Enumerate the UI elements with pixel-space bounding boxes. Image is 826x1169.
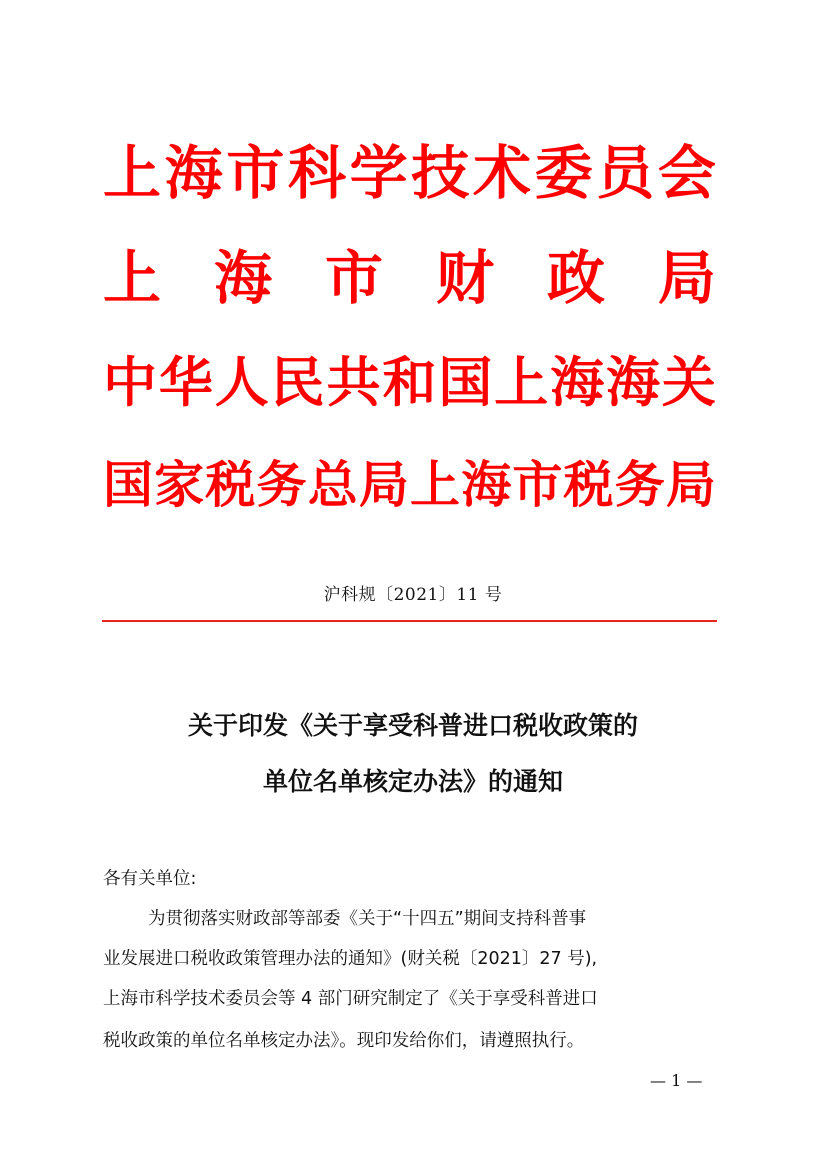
issuer-char: 市 xyxy=(512,455,563,514)
issuer-char: 海 xyxy=(164,139,223,207)
issuer-line-3 xyxy=(103,343,716,421)
body-line-4: 税收政策的单位名单核定办法》。现印发给你们，请遵照执行。 xyxy=(103,1031,585,1051)
issuer-char: 局 xyxy=(665,455,716,514)
issuer-line-4 xyxy=(103,446,716,524)
issuer-char: 海 xyxy=(550,350,605,414)
body-line-2: 业发展进口税收政策管理办法的通知》(财关税〔2021〕27 号), xyxy=(103,949,598,969)
issuer-char: 家 xyxy=(154,455,205,514)
issuer-char: 国 xyxy=(438,350,493,414)
issuer-char: 市 xyxy=(226,139,285,207)
issuer-char: 技 xyxy=(411,139,470,207)
body-line-3: 上海市科学技术委员会等 4 部门研究制定了《关于享受科普进口 xyxy=(103,989,598,1009)
issuer-char: 税 xyxy=(563,455,614,514)
issuer-char: 学 xyxy=(349,139,408,207)
issuer-char: 局 xyxy=(358,455,409,514)
issuer-char: 财 xyxy=(435,244,494,312)
issuer-char: 政 xyxy=(546,244,605,312)
red-divider xyxy=(102,620,717,622)
page-number: — 1 — xyxy=(650,1071,703,1090)
issuer-char: 务 xyxy=(256,455,307,514)
issuer-char: 上 xyxy=(410,455,461,514)
issuer-char: 中 xyxy=(103,350,157,414)
issuer-char: 会 xyxy=(657,139,716,207)
document-title-line-2: 单位名单核定办法》的通知 xyxy=(262,767,563,796)
issuer-char: 海 xyxy=(213,244,272,312)
issuer-char: 华 xyxy=(158,350,213,414)
salutation: 各有关单位: xyxy=(103,869,197,889)
issuer-char: 和 xyxy=(382,350,437,414)
issuer-char: 局 xyxy=(657,244,716,312)
issuer-char: 上 xyxy=(103,244,162,312)
issuer-char: 海 xyxy=(606,350,661,414)
issuer-char: 员 xyxy=(596,139,655,207)
issuer-char: 务 xyxy=(614,455,665,514)
issuer-char: 民 xyxy=(270,350,325,414)
issuer-char: 共 xyxy=(326,350,381,414)
body-line-1: 为贯彻落实财政部等部委《关于“十四五”期间支持科普事 xyxy=(148,909,587,929)
issuer-line-1 xyxy=(103,134,716,212)
issuer-char: 总 xyxy=(307,455,358,514)
issuer-char: 市 xyxy=(324,244,383,312)
document-number: 沪科规〔2021〕11 号 xyxy=(323,585,503,605)
document-title-line-1: 关于印发《关于享受科普进口税收政策的 xyxy=(187,711,638,740)
issuer-char: 人 xyxy=(214,350,269,414)
issuer-char: 海 xyxy=(461,455,512,514)
issuer-char: 上 xyxy=(494,350,549,414)
issuer-char: 科 xyxy=(287,139,346,207)
issuer-char: 术 xyxy=(472,139,531,207)
issuer-char: 上 xyxy=(103,139,162,207)
issuer-char: 国 xyxy=(103,455,153,514)
issuer-char: 税 xyxy=(205,455,256,514)
issuer-char: 关 xyxy=(661,350,716,414)
issuer-char: 委 xyxy=(534,139,593,207)
issuer-line-2 xyxy=(103,239,716,317)
